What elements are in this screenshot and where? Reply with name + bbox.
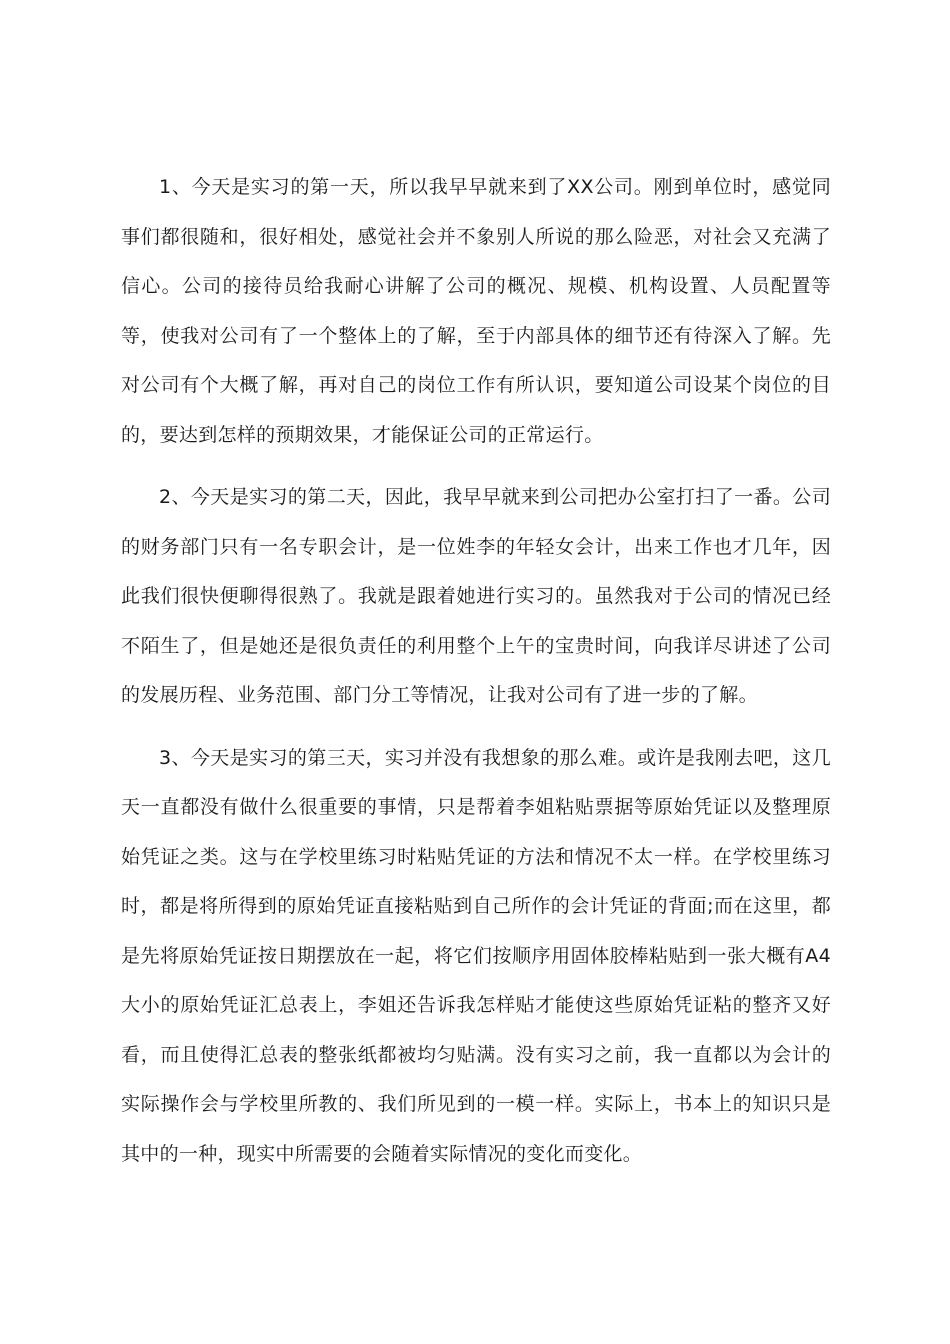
paragraph-day-1: 1、今天是实习的第一天，所以我早早就来到了XX公司。刚到单位时，感觉同事们都很随和，很好相处，感觉社会并不象别人所说的那么险恶，对社会又充满了信心。公司的接待员给我耐心讲解了公司的概况、规模、机构设置、人员配置等等，使我对公司有了一个整体上的了解，至于内部具体的细节还有待深入了解。先对公司有个大概了解，再对自己的岗位工作有所认识，要知道公司设某个岗位的目的，要达到怎样的预期效果，才能保证公司的正常运行。 [121, 176, 831, 446]
document-body [121, 163, 831, 1192]
paragraph-day-3: 3、今天是实习的第三天，实习并没有我想象的那么难。或许是我刚去吧，这几天一直都没有做什么很重要的事情，只是帮着李姐粘贴票据等原始凭证以及整理原始凭证之类。这与在学校里练习时粘贴凭证的方法和情况不太一样。在学校里练习时，都是将所得到的原始凭证直接粘贴到自己所作的会计凭证的背面;而在这里，都是先将原始凭证按日期摆放在一起，将它们按顺序用固体胶棒粘贴到一张大概有A4大小的原始凭证汇总表上，李姐还告诉我怎样贴才能使这些原始凭证粘的整齐又好看，而且使得汇总表的整张纸都被均匀贴满。没有实习之前，我一直都以为会计的实际操作会与学校里所教的、我们所见到的一模一样。实际上，书本上的知识只是其中的一种，现实中所需要的会随着实际情况的变化而变化。 [121, 746, 831, 1165]
paragraph-day-2: 2、今天是实习的第二天，因此，我早早就来到公司把办公室打扫了一番。公司的财务部门只有一名专职会计，是一位姓李的年轻女会计，出来工作也才几年，因此我们很快便聊得很熟了。我就是跟着她进行实习的。虽然我对于公司的情况已经不陌生了，但是她还是很负责任的利用整个上午的宝贵时间，向我详尽讲述了公司的发展历程、业务范围、部门分工等情况，让我对公司有了进一步的了解。 [121, 486, 831, 706]
